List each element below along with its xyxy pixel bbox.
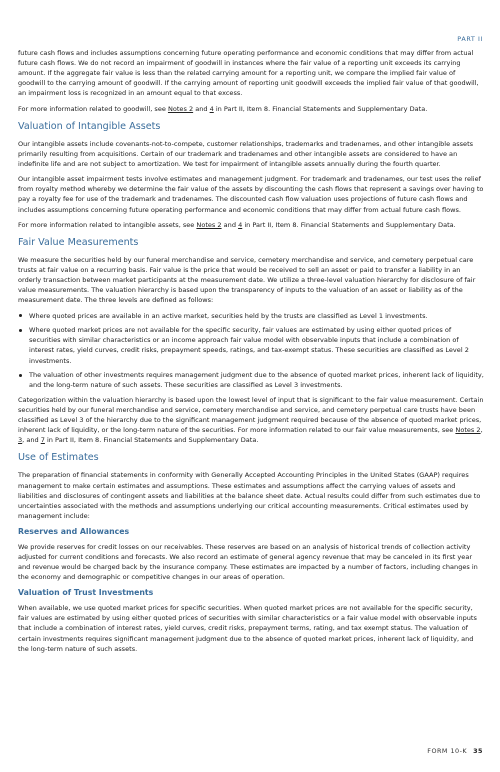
note-4-link[interactable]: 4 (209, 104, 214, 113)
list-item: Where quoted prices are available in an active market, securities held by the trusts are classified as Level 1 investments. (18, 311, 484, 321)
list-item: The valuation of other investments requires management judgment due to the absence of quoted market prices, inherent lack of liquidity, and the long-term nature of such assets. These securities are classified as Level 3 investments. (18, 370, 484, 390)
page-footer (427, 747, 483, 755)
fair-value-paragraph-2: Categorization within the valuation hierarchy is based upon the lowest level of input that is significant to the fair value measurement. Certain securities held by our funeral merchandise and service, cemetery merchandise and service, and cemetery perpetual care trusts have been classified as Level 3 of the hierarchy due to the significant management judgment required because of the absence of quoted market prices, inherent lack of liquidity, or the long-term nature of the securities. For more information related to our fair value measurements, see Notes 2, 3, and 7 in Part II, Item 8. Financial Statements and Supplementary Data. (18, 395, 484, 445)
trust-investments-paragraph: When available, we use quoted market prices for specific securities. When quoted market prices are not available for the specific security, fair values are estimated by using either quoted prices of securities with similar characteristics or a fair value model with observable inputs that include a combination of interest rates, yield curves, credit risks, prepayment terms, rating, and tax exempt status. The valuation of certain investments requires significant management judgment due to the absence of quoted market prices, inherent lack of liquidity, and the long-term nature of such assets. (18, 604, 477, 653)
fair-value-heading: Fair Value Measurements (18, 236, 139, 248)
notes-2-link[interactable]: Notes 2 (167, 104, 194, 113)
intangible-assets-paragraph-2: Our intangible asset impairment tests involve estimates and management judgment. For trademark and tradenames, our test uses the relief from royalty method whereby we determine the fair value of the assets by discounting the cash flows that represent a savings over having to pay a royalty fee for use of the trademark and tradenames. The discounted cash flow valuation uses projections of future cash flows and includes assumptions concerning future operating performance and economic conditions that may differ from actual future cash flows. (18, 175, 484, 214)
reserves-heading: Reserves and Allowances (18, 526, 130, 536)
intangible-reference-paragraph: For more information related to intangible assets, see Notes 2 and 4 in Part II, Item 8. Financial Statements and Supplementary Data. (18, 220, 456, 229)
notes-2-link[interactable]: Notes 2 (455, 426, 481, 435)
use-of-estimates-paragraph: The preparation of financial statements in conformity with Generally Accepted Accounting Principles in the United States (GAAP) requires management to make certain estimates and assumptions. These estimates and assumptions affect the carrying values of assets and liabilities and disclosures of contingent assets and liabilities at the balance sheet date. Actual results could differ from such estimates due to uncertainties associated with the methods and assumptions underlying our critical accounting measurements. Critical estimates used by management include: (18, 471, 481, 520)
fair-value-levels-list (18, 311, 484, 391)
note-4-link[interactable]: 4 (238, 220, 243, 229)
note-7-link[interactable]: 7 (40, 436, 45, 445)
reserves-paragraph: We provide reserves for credit losses on our receivables. These reserves are based on an analysis of historical trends of collection activity adjusted for current conditions and forecasts. We also record an estimate of general agency revenue that may be canceled in its first year and revenue would be charged back by the insurance company. These estimates are impacted by a number of factors, including changes in the economy and demographic or competitive changes in our areas of operation. (18, 542, 478, 582)
trust-investments-heading: Valuation of Trust Investments (18, 588, 154, 598)
form-label: FORM 10-K (427, 747, 468, 755)
page-number: 35 (473, 747, 483, 755)
use-of-estimates-heading: Use of Estimates (18, 452, 99, 464)
notes-2-link[interactable]: Notes 2 (196, 220, 222, 229)
list-item: Where quoted market prices are not available for the specific security, fair values are estimated by using either quoted prices of securities with similar characteristics or an income approach fair value model with observable inputs that include a combination of interest rates, yield curves, credit risks, prepayment speeds, ratings, and tax-exempt status. These securities are classified as Level 2 investments. (18, 325, 484, 365)
note-3-link[interactable]: 3 (18, 436, 23, 445)
fair-value-paragraph-1: We measure the securities held by our funeral merchandise and service, cemetery merchandise and service, and cemetery perpetual care trusts at fair value on a recurring basis. Fair value is the price that would be received to sell an asset or paid to transfer a liability in an orderly transaction between market participants at the measurement date. We utilize a three-level valuation hierarchy for disclosure of fair value measurements. The valuation hierarchy is based upon the transparency of inputs to the valuation of an asset or liability as of the measurement date. The three levels are defined as follows: (18, 255, 476, 305)
intangible-assets-paragraph-1: Our intangible assets include covenants-not-to-compete, customer relationships, trademarks and tradenames, and other intangible assets primarily resulting from acquisitions. Certain of our trademark and tradenames and other intangible assets are considered to have an indefinite life and are not subject to amortization. We test for impairment of intangible assets annually during the fourth quarter. (18, 139, 474, 168)
document-body (18, 48, 484, 659)
goodwill-reference-paragraph: For more information related to goodwill, see Notes 2 and 4 in Part II, Item 8. Financial Statements and Supplementary Data. (18, 104, 428, 113)
goodwill-paragraph: future cash flows and includes assumptions concerning future operating performance and economic conditions that may differ from actual future cash flows. We do not record an impairment of goodwill in instances where the fair value of a reporting unit exceeds its carrying amount. If the aggregate fair value is less than the related carrying amount for a reporting unit, we compare the implied fair value of goodwill to the carrying amount of goodwill. If the carrying amount of reporting unit goodwill exceeds the implied fair value of that goodwill, an impairment loss is recognized in an amount equal to that excess. (18, 49, 479, 98)
page-header-part: PART II (457, 35, 483, 43)
intangible-assets-heading: Valuation of Intangible Assets (18, 120, 161, 132)
